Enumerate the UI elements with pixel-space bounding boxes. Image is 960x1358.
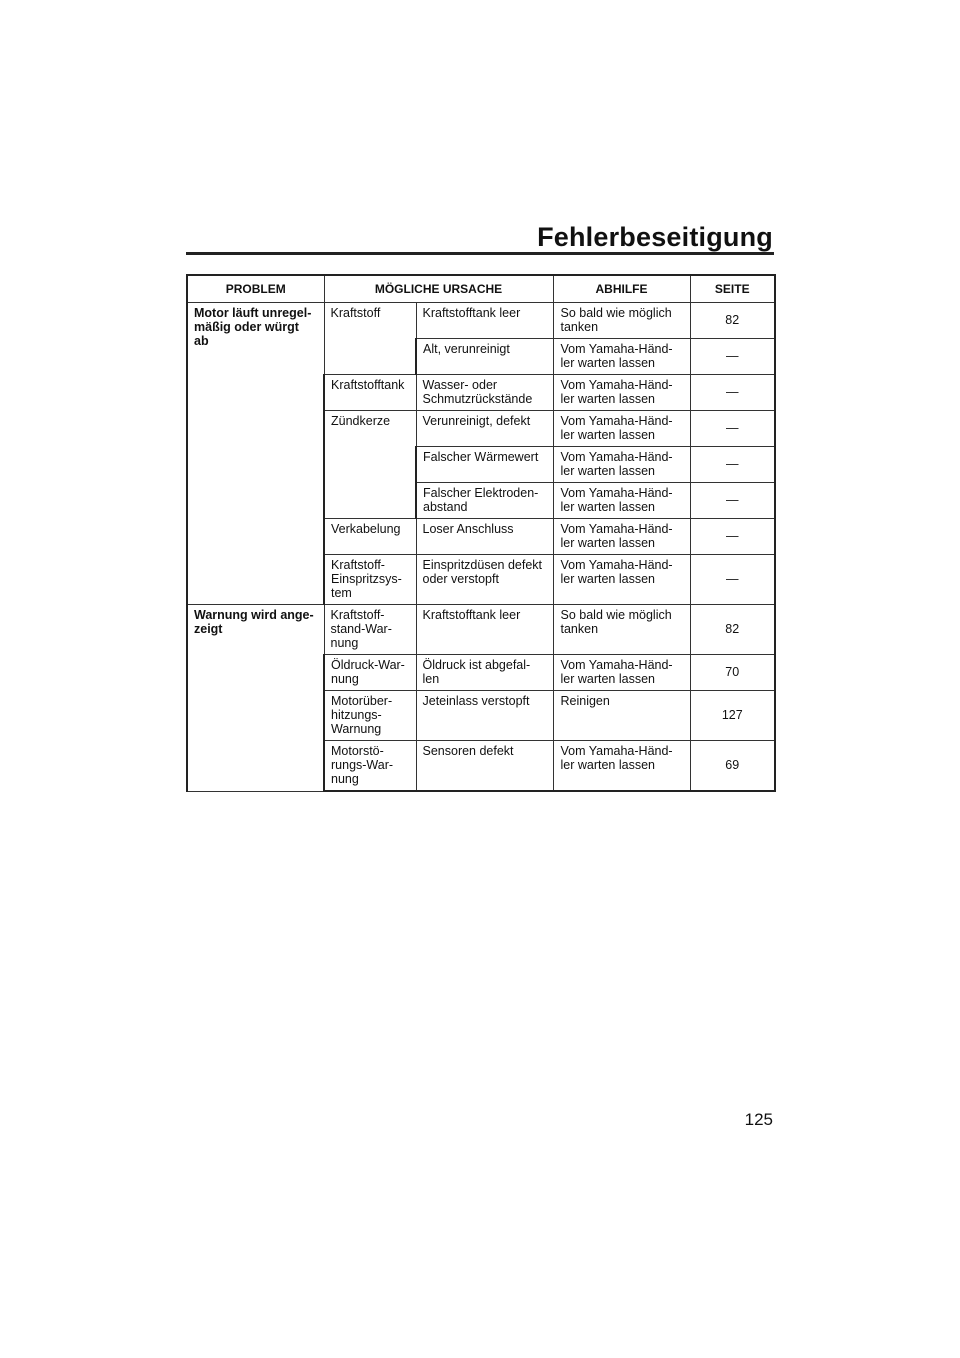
problem-cell: Motor läuft unregel- mäßig oder würgt ab	[187, 303, 324, 605]
page-ref-cell: —	[690, 483, 775, 519]
page-number: 125	[744, 1110, 773, 1129]
page-ref-cell: —	[690, 411, 775, 447]
cause-cell: Kraftstofftank leer	[416, 605, 553, 655]
page-ref-cell: —	[690, 555, 775, 605]
cause-cell: Öldruck ist abgefal- len	[416, 655, 553, 691]
remedy-cell: Vom Yamaha-Händ- ler warten lassen	[553, 447, 690, 483]
cause-group-cell: Motorüber- hitzungs- Warnung	[324, 691, 416, 741]
page-ref-cell: —	[690, 447, 775, 483]
cause-group-cell: Verkabelung	[324, 519, 416, 555]
troubleshooting-table	[186, 274, 776, 792]
page-title: Fehlerbeseitigung	[537, 222, 773, 252]
page-ref-cell: 127	[690, 691, 775, 741]
page-ref-cell: —	[690, 375, 775, 411]
cause-cell: Wasser- oder Schmutzrückstände	[416, 375, 553, 411]
remedy-cell: Reinigen	[553, 691, 690, 741]
cause-group-cell: Kraftstoff- Einspritzsys- tem	[324, 555, 416, 605]
table-header-row	[187, 275, 775, 303]
cause-group-cell: Kraftstofftank	[324, 375, 416, 411]
remedy-cell: So bald wie möglich tanken	[553, 303, 690, 339]
page-ref-cell: 69	[690, 741, 775, 792]
cause-group-cell: Zündkerze	[324, 411, 416, 519]
cause-cell: Einspritzdüsen defekt oder verstopft	[416, 555, 553, 605]
page-ref-cell: 70	[690, 655, 775, 691]
remedy-cell: Vom Yamaha-Händ- ler warten lassen	[553, 375, 690, 411]
column-header-remedy: ABHILFE	[553, 275, 690, 303]
cause-cell: Kraftstofftank leer	[416, 303, 553, 339]
cause-group-cell: Kraftstoff	[324, 303, 416, 375]
page-ref-cell: 82	[690, 303, 775, 339]
cause-cell: Loser Anschluss	[416, 519, 553, 555]
cause-cell: Verunreinigt, defekt	[416, 411, 553, 447]
table-row	[187, 303, 775, 339]
problem-cell: Warnung wird ange- zeigt	[187, 605, 324, 792]
cause-group-cell: Öldruck-War- nung	[324, 655, 416, 691]
remedy-cell: Vom Yamaha-Händ- ler warten lassen	[553, 741, 690, 792]
remedy-cell: Vom Yamaha-Händ- ler warten lassen	[553, 483, 690, 519]
column-header-page: SEITE	[690, 275, 775, 303]
cause-cell: Alt, verunreinigt	[416, 339, 553, 375]
page-ref-cell: —	[690, 519, 775, 555]
remedy-cell: Vom Yamaha-Händ- ler warten lassen	[553, 339, 690, 375]
remedy-cell: Vom Yamaha-Händ- ler warten lassen	[553, 555, 690, 605]
cause-cell: Jeteinlass verstopft	[416, 691, 553, 741]
page-ref-cell: —	[690, 339, 775, 375]
title-rule	[186, 252, 774, 255]
page-ref-cell: 82	[690, 605, 775, 655]
table-row	[187, 605, 775, 655]
column-header-problem: PROBLEM	[187, 275, 324, 303]
remedy-cell: So bald wie möglich tanken	[553, 605, 690, 655]
cause-cell: Falscher Wärmewert	[416, 447, 553, 483]
cause-group-cell: Kraftstoff- stand-War- nung	[324, 605, 416, 655]
remedy-cell: Vom Yamaha-Händ- ler warten lassen	[553, 519, 690, 555]
column-header-cause: MÖGLICHE URSACHE	[324, 275, 553, 303]
remedy-cell: Vom Yamaha-Händ- ler warten lassen	[553, 411, 690, 447]
cause-cell: Sensoren defekt	[416, 741, 553, 792]
cause-group-cell: Motorstö- rungs-War- nung	[324, 741, 416, 792]
remedy-cell: Vom Yamaha-Händ- ler warten lassen	[553, 655, 690, 691]
cause-cell: Falscher Elektroden- abstand	[416, 483, 553, 519]
